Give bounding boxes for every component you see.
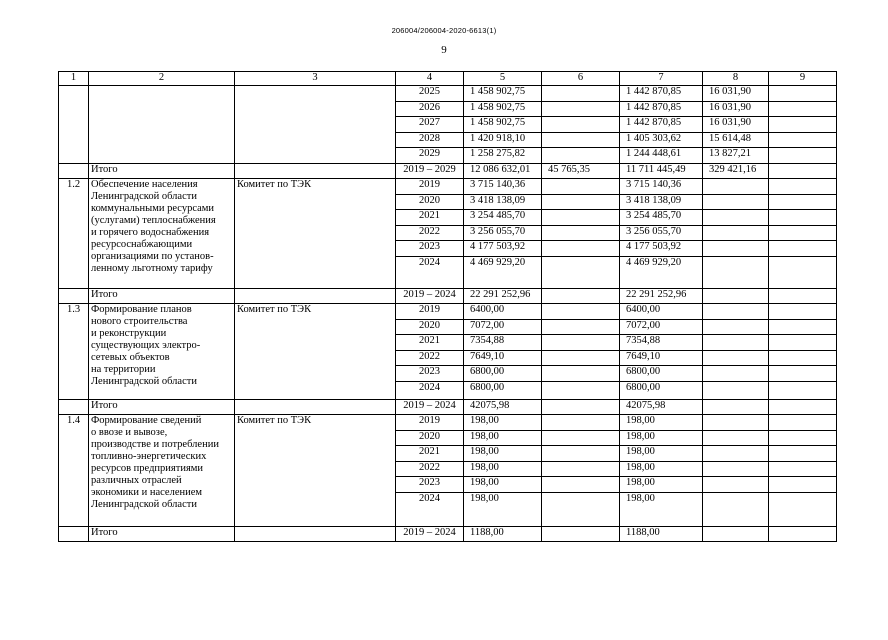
- amount-cell: [542, 241, 620, 257]
- amount-cell: 1188,00: [620, 526, 703, 542]
- year-cell: 2027: [396, 117, 464, 133]
- col-header: 9: [769, 72, 837, 86]
- col-header: 1: [59, 72, 89, 86]
- amount-cell: [769, 241, 837, 257]
- amount-cell: 1 442 870,85: [620, 101, 703, 117]
- amount-cell: 11 711 445,49: [620, 163, 703, 179]
- period-cell: 2019 – 2029: [396, 163, 464, 179]
- executor-cell: [235, 86, 396, 164]
- name-line: существующих электро-: [91, 340, 201, 351]
- amount-cell: 198,00: [620, 430, 703, 446]
- year-cell: 2020: [396, 194, 464, 210]
- amount-cell: 7072,00: [464, 319, 542, 335]
- year-cell: 2029: [396, 148, 464, 164]
- executor-cell: [235, 288, 396, 304]
- year-cell: 2021: [396, 210, 464, 226]
- amount-cell: [769, 101, 837, 117]
- col-header: 7: [620, 72, 703, 86]
- amount-cell: 6800,00: [464, 381, 542, 399]
- amount-cell: [703, 430, 769, 446]
- name-line: о ввозе и вывозе,: [91, 427, 168, 438]
- amount-cell: [703, 179, 769, 195]
- amount-cell: 6400,00: [620, 304, 703, 320]
- amount-cell: 198,00: [464, 492, 542, 526]
- amount-cell: [769, 304, 837, 320]
- amount-cell: [769, 256, 837, 288]
- amount-cell: [769, 366, 837, 382]
- amount-cell: 6800,00: [464, 366, 542, 382]
- amount-cell: 7072,00: [620, 319, 703, 335]
- col-header: 5: [464, 72, 542, 86]
- executor-cell: Комитет по ТЭК: [235, 304, 396, 400]
- amount-cell: [542, 319, 620, 335]
- name-line: Формирование сведений: [91, 415, 202, 426]
- document-id: 206004/206004-2020-6613(1): [391, 26, 497, 35]
- section-number: 1.4: [59, 415, 89, 527]
- executor-cell: [235, 526, 396, 542]
- amount-cell: [703, 194, 769, 210]
- amount-cell: [769, 381, 837, 399]
- amount-cell: [703, 225, 769, 241]
- amount-cell: 198,00: [464, 477, 542, 493]
- amount-cell: 3 715 140,36: [464, 179, 542, 195]
- total-row: [59, 163, 837, 179]
- section-number: 1.2: [59, 179, 89, 289]
- page-number: 9: [441, 44, 447, 56]
- executor-cell: Комитет по ТЭК: [235, 415, 396, 527]
- amount-cell: 7649,10: [464, 350, 542, 366]
- name-line: Обеспечение населения: [91, 179, 198, 190]
- amount-cell: [769, 446, 837, 462]
- amount-cell: [703, 415, 769, 431]
- amount-cell: [542, 415, 620, 431]
- amount-cell: [769, 319, 837, 335]
- year-cell: 2019: [396, 415, 464, 431]
- amount-cell: [769, 210, 837, 226]
- year-cell: 2026: [396, 101, 464, 117]
- amount-cell: [769, 526, 837, 542]
- year-cell: 2021: [396, 335, 464, 351]
- amount-cell: 198,00: [464, 461, 542, 477]
- amount-cell: 45 765,35: [542, 163, 620, 179]
- amount-cell: 16 031,90: [703, 86, 769, 102]
- name-line: на территории: [91, 364, 156, 375]
- amount-cell: [769, 350, 837, 366]
- amount-cell: 3 715 140,36: [620, 179, 703, 195]
- amount-cell: [769, 163, 837, 179]
- amount-cell: 3 254 485,70: [464, 210, 542, 226]
- amount-cell: [703, 526, 769, 542]
- amount-cell: [542, 117, 620, 133]
- col-header: 8: [703, 72, 769, 86]
- amount-cell: 198,00: [464, 446, 542, 462]
- amount-cell: [703, 399, 769, 415]
- budget-table: [58, 71, 837, 542]
- year-cell: 2023: [396, 241, 464, 257]
- total-row: [59, 526, 837, 542]
- amount-cell: [769, 461, 837, 477]
- amount-cell: [703, 492, 769, 526]
- amount-cell: [542, 225, 620, 241]
- executor-cell: [235, 163, 396, 179]
- amount-cell: 198,00: [620, 446, 703, 462]
- year-cell: 2021: [396, 446, 464, 462]
- amount-cell: [703, 350, 769, 366]
- amount-cell: [703, 288, 769, 304]
- amount-cell: [542, 399, 620, 415]
- total-label: Итого: [89, 163, 235, 179]
- amount-cell: [542, 179, 620, 195]
- table-row: [59, 304, 837, 320]
- amount-cell: [542, 288, 620, 304]
- amount-cell: [542, 335, 620, 351]
- amount-cell: [703, 335, 769, 351]
- total-row: [59, 288, 837, 304]
- amount-cell: 22 291 252,96: [464, 288, 542, 304]
- amount-cell: [703, 304, 769, 320]
- amount-cell: [703, 319, 769, 335]
- year-cell: 2022: [396, 350, 464, 366]
- name-line: и горячего водоснабжения: [91, 227, 210, 238]
- amount-cell: [542, 477, 620, 493]
- amount-cell: [542, 366, 620, 382]
- col-header: 6: [542, 72, 620, 86]
- section-name: [89, 179, 235, 289]
- amount-cell: [703, 477, 769, 493]
- amount-cell: 42075,98: [620, 399, 703, 415]
- num-cell: [59, 288, 89, 304]
- name-line: ресурсов предприятиями: [91, 463, 204, 474]
- amount-cell: 1 258 275,82: [464, 148, 542, 164]
- amount-cell: 3 418 138,09: [620, 194, 703, 210]
- year-cell: 2020: [396, 430, 464, 446]
- amount-cell: [703, 366, 769, 382]
- amount-cell: [542, 430, 620, 446]
- amount-cell: [703, 461, 769, 477]
- amount-cell: 198,00: [464, 415, 542, 431]
- period-cell: 2019 – 2024: [396, 288, 464, 304]
- amount-cell: [703, 446, 769, 462]
- amount-cell: 16 031,90: [703, 117, 769, 133]
- amount-cell: 1 420 918,10: [464, 132, 542, 148]
- amount-cell: 6400,00: [464, 304, 542, 320]
- amount-cell: [769, 477, 837, 493]
- amount-cell: [542, 350, 620, 366]
- amount-cell: 4 469 929,20: [464, 256, 542, 288]
- amount-cell: [769, 117, 837, 133]
- section-name: [89, 415, 235, 527]
- amount-cell: 1 442 870,85: [620, 86, 703, 102]
- amount-cell: 198,00: [464, 430, 542, 446]
- year-cell: 2025: [396, 86, 464, 102]
- amount-cell: 15 614,48: [703, 132, 769, 148]
- amount-cell: 6800,00: [620, 366, 703, 382]
- amount-cell: 1 458 902,75: [464, 117, 542, 133]
- amount-cell: 1 458 902,75: [464, 101, 542, 117]
- amount-cell: [769, 194, 837, 210]
- amount-cell: [769, 179, 837, 195]
- year-cell: 2019: [396, 304, 464, 320]
- amount-cell: 13 827,21: [703, 148, 769, 164]
- amount-cell: [769, 492, 837, 526]
- total-row: [59, 399, 837, 415]
- amount-cell: 1 244 448,61: [620, 148, 703, 164]
- name-line: коммунальными ресурсами: [91, 203, 215, 214]
- name-line: топливно-энергетических: [91, 451, 207, 462]
- year-cell: 2023: [396, 366, 464, 382]
- amount-cell: [542, 526, 620, 542]
- amount-cell: [542, 461, 620, 477]
- header-row: [59, 72, 837, 86]
- total-label: Итого: [89, 526, 235, 542]
- name-cell: [89, 86, 235, 164]
- table-row: [59, 86, 837, 102]
- amount-cell: [542, 492, 620, 526]
- name-line: и реконструкции: [91, 328, 167, 339]
- col-header: 4: [396, 72, 464, 86]
- name-line: экономики и населением: [91, 487, 203, 498]
- total-label: Итого: [89, 399, 235, 415]
- amount-cell: 3 256 055,70: [464, 225, 542, 241]
- period-cell: 2019 – 2024: [396, 526, 464, 542]
- num-cell: [59, 86, 89, 164]
- amount-cell: 42075,98: [464, 399, 542, 415]
- executor-cell: [235, 399, 396, 415]
- amount-cell: 12 086 632,01: [464, 163, 542, 179]
- year-cell: 2023: [396, 477, 464, 493]
- amount-cell: 198,00: [620, 415, 703, 431]
- amount-cell: [703, 241, 769, 257]
- amount-cell: 198,00: [620, 492, 703, 526]
- amount-cell: [769, 225, 837, 241]
- amount-cell: [703, 210, 769, 226]
- year-cell: 2022: [396, 461, 464, 477]
- col-header: 3: [235, 72, 396, 86]
- amount-cell: [542, 132, 620, 148]
- amount-cell: [542, 194, 620, 210]
- amount-cell: 7649,10: [620, 350, 703, 366]
- name-line: производстве и потреблении: [91, 439, 219, 450]
- amount-cell: 1188,00: [464, 526, 542, 542]
- name-line: организациями по установ-: [91, 251, 214, 262]
- table-row: [59, 415, 837, 431]
- name-line: Ленинградской области: [91, 191, 197, 202]
- amount-cell: [542, 148, 620, 164]
- amount-cell: [542, 446, 620, 462]
- amount-cell: [542, 210, 620, 226]
- amount-cell: [769, 430, 837, 446]
- name-line: Ленинградской области: [91, 499, 197, 510]
- name-line: Ленинградской области: [91, 376, 197, 387]
- amount-cell: [769, 415, 837, 431]
- section-name: [89, 304, 235, 400]
- year-cell: 2024: [396, 492, 464, 526]
- amount-cell: [703, 381, 769, 399]
- name-line: ресурсоснабжающими: [91, 239, 193, 250]
- amount-cell: 7354,88: [464, 335, 542, 351]
- amount-cell: 7354,88: [620, 335, 703, 351]
- amount-cell: 3 256 055,70: [620, 225, 703, 241]
- amount-cell: 1 405 303,62: [620, 132, 703, 148]
- amount-cell: 4 177 503,92: [620, 241, 703, 257]
- section-number: 1.3: [59, 304, 89, 400]
- amount-cell: 198,00: [620, 477, 703, 493]
- amount-cell: 3 418 138,09: [464, 194, 542, 210]
- amount-cell: 198,00: [620, 461, 703, 477]
- year-cell: 2022: [396, 225, 464, 241]
- amount-cell: 16 031,90: [703, 101, 769, 117]
- amount-cell: [769, 335, 837, 351]
- amount-cell: [769, 86, 837, 102]
- amount-cell: [542, 304, 620, 320]
- amount-cell: 1 442 870,85: [620, 117, 703, 133]
- amount-cell: [542, 381, 620, 399]
- name-line: Формирование планов: [91, 304, 192, 315]
- year-cell: 2024: [396, 256, 464, 288]
- total-label: Итого: [89, 288, 235, 304]
- amount-cell: 329 421,16: [703, 163, 769, 179]
- amount-cell: 4 177 503,92: [464, 241, 542, 257]
- amount-cell: [542, 101, 620, 117]
- name-line: (услугами) теплоснабжения: [91, 215, 216, 226]
- year-cell: 2019: [396, 179, 464, 195]
- year-cell: 2024: [396, 381, 464, 399]
- name-line: сетевых объектов: [91, 352, 170, 363]
- amount-cell: [769, 132, 837, 148]
- year-cell: 2020: [396, 319, 464, 335]
- num-cell: [59, 399, 89, 415]
- num-cell: [59, 526, 89, 542]
- amount-cell: [703, 256, 769, 288]
- amount-cell: [542, 86, 620, 102]
- amount-cell: 4 469 929,20: [620, 256, 703, 288]
- amount-cell: 6800,00: [620, 381, 703, 399]
- executor-cell: Комитет по ТЭК: [235, 179, 396, 289]
- period-cell: 2019 – 2024: [396, 399, 464, 415]
- col-header: 2: [89, 72, 235, 86]
- num-cell: [59, 163, 89, 179]
- amount-cell: [769, 399, 837, 415]
- name-line: ленному льготному тарифу: [91, 263, 213, 274]
- table-row: [59, 179, 837, 195]
- name-line: нового строительства: [91, 316, 188, 327]
- amount-cell: 3 254 485,70: [620, 210, 703, 226]
- amount-cell: [542, 256, 620, 288]
- name-line: различных отраслей: [91, 475, 182, 486]
- amount-cell: [769, 148, 837, 164]
- amount-cell: 22 291 252,96: [620, 288, 703, 304]
- year-cell: 2028: [396, 132, 464, 148]
- amount-cell: [769, 288, 837, 304]
- amount-cell: 1 458 902,75: [464, 86, 542, 102]
